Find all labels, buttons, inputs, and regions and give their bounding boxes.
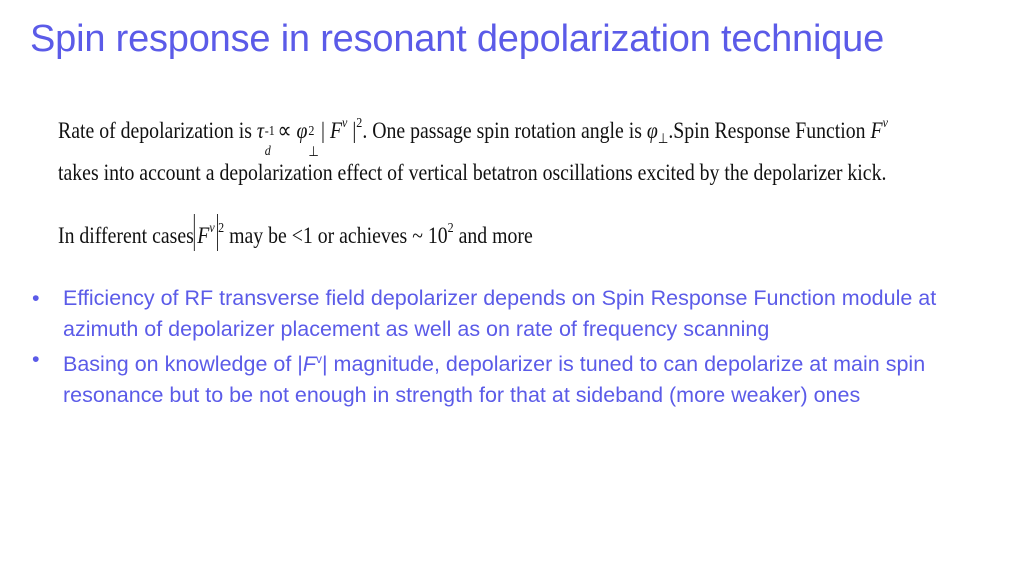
slide-title: Spin response in resonant depolarization technique (30, 18, 885, 60)
bullet-marker: • (32, 347, 40, 371)
bullet-marker: • (32, 286, 40, 310)
bullet-text: Basing on knowledge of $|F^v|$ magnitude, depolarizer is tuned to can depolarize at main spin resonance but to be not enough in strength for that at sideband (more weaker) ones (63, 352, 926, 407)
equation-line-3: In different cases $F^\nu$ $^2$ may be <1 or achieves ~ $10^2$ and more (58, 214, 533, 251)
bullet-item (32, 344, 1002, 410)
equation-line-2: takes into account a depolarization effect of vertical betatron oscillations excited by the depolarizer kick. (58, 160, 887, 185)
bullet-text: Efficiency of RF transverse field depolarizer depends on Spin Response Function module at azimuth of depolarizer placement as well as on rate of frequency scanning (63, 286, 937, 341)
equation-line-1: Rate of depolarization is τ -1 d ∝ φ 2 ⊥ | $F^\nu$ $|^2$. One passage spin rotation angle is $\varphi_\perp.Spin$ Response Function $F^\nu$ (58, 116, 888, 160)
bullet-item (32, 283, 1002, 344)
bullet-list (32, 283, 1002, 410)
